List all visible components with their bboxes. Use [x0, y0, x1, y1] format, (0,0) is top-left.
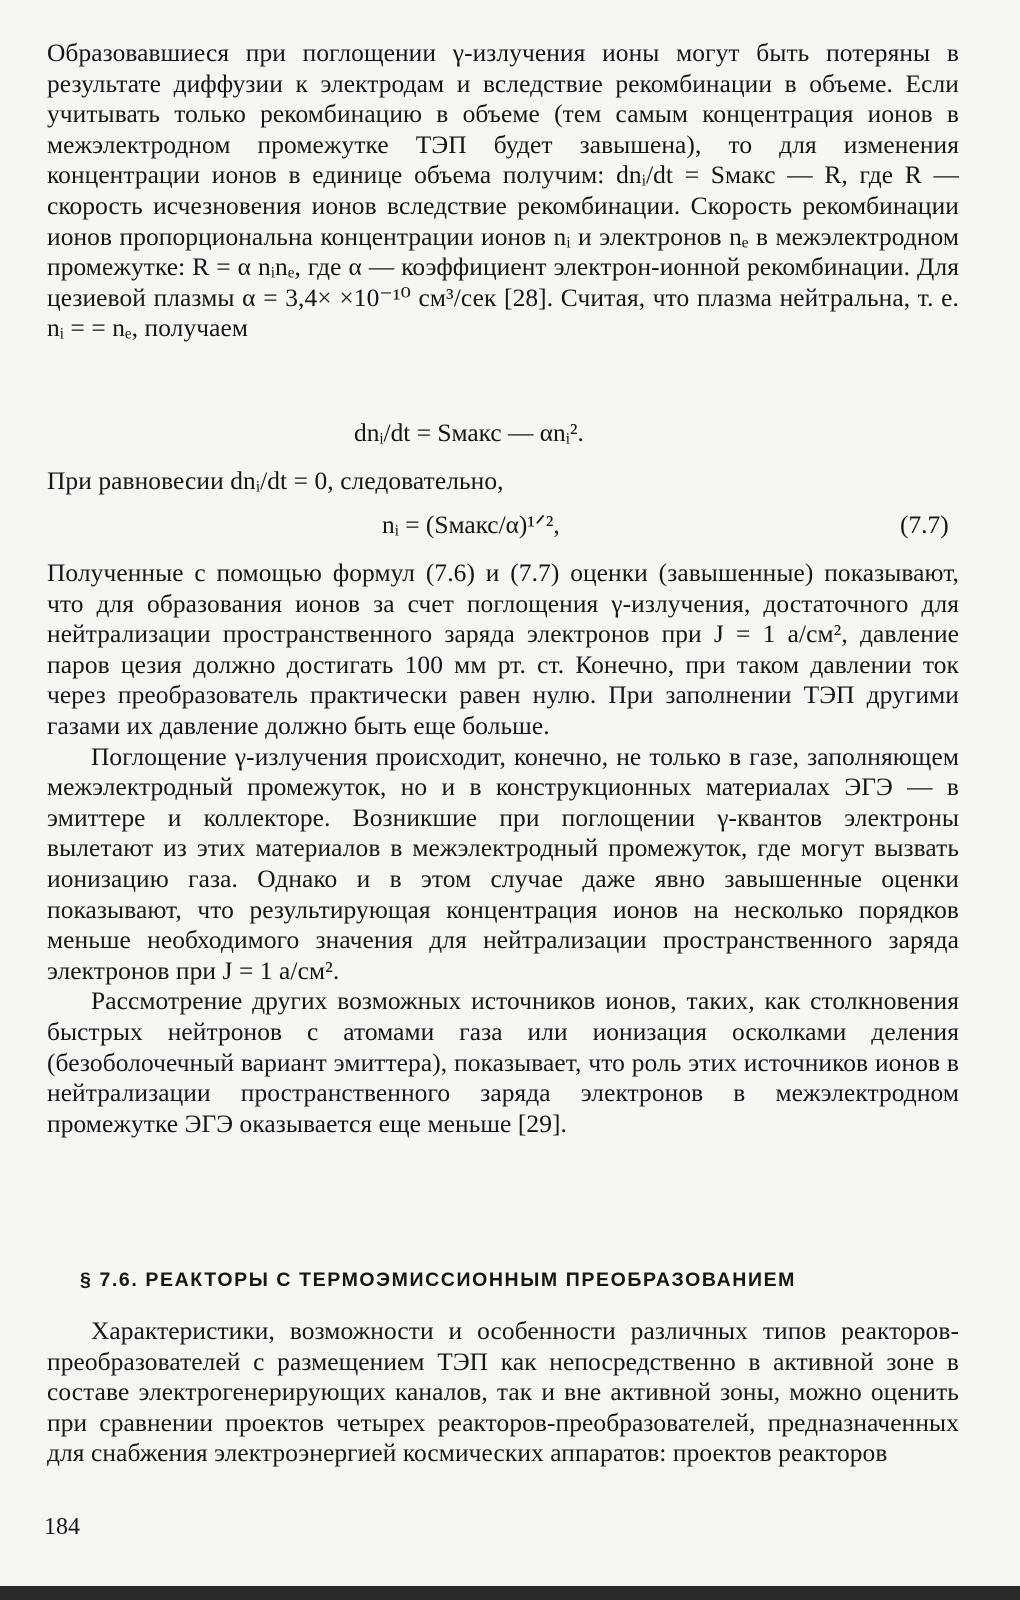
- paragraph-1: Образовавшиеся при поглощении γ-излучения ионы могут быть потеряны в результате диффузии к электродам и вследствие рекомбинации в объеме. Если учитывать только рекомбинацию в объеме (тем самым концентрация ионов в межэлектродном промежутке ТЭП будет завышена), то для изменения концентрации ионов в единице объема получим: dnᵢ/dt = Sмакс — R, где R — скорость исчезновения ионов вследствие рекомбинации. Скорость рекомбинации ионов пропорциональна концентрации ионов nᵢ и электронов nₑ в межэлектродном промежутке: R = α nᵢnₑ, где α — коэффициент электрон-ионной рекомбинации. Для цезиевой плазмы α = 3,4× ×10⁻¹⁰ см³/сек [28]. Считая, что плазма нейтральна, т. е. nᵢ = = nₑ, получаем: [47, 39, 959, 343]
- page-number: 184: [44, 1514, 80, 1540]
- equilibrium-line: При равновесии dnᵢ/dt = 0, следовательно,: [47, 467, 504, 495]
- equation-number: (7.7): [900, 511, 949, 539]
- formula-recombination: dnᵢ/dt = Sмакс — αnᵢ².: [354, 419, 584, 447]
- body-text-bottom: [47, 1316, 959, 1469]
- paragraph-3: Поглощение γ-излучения происходит, конечно, не только в газе, заполняющем межэлектродный промежуток, но и в конструкционных материалах ЭГЭ — в эмиттере и коллекторе. Возникшие при поглощении γ-квантов электроны вылетают из этих материалов в межэлектродный промежуток, где могут вызвать ионизацию газа. Однако и в этом случае даже явно завышенные оценки показывают, что результирующая концентрация ионов на несколько порядков меньше необходимого значения для нейтрализации пространственного заряда электронов при J = 1 а/см².: [47, 742, 959, 985]
- paragraph-4: Рассмотрение других возможных источников ионов, таких, как столкновения быстрых нейтронов с атомами газа или ионизация осколками деления (безоболочечный вариант эмиттера), показывает, что роль этих источников ионов в нейтрализации пространственного заряда электронов в межэлектродном промежутке ЭГЭ оказывается еще меньше [29].: [47, 987, 959, 1138]
- scan-edge-bar: [0, 1586, 1020, 1600]
- paragraph-2: Полученные с помощью формул (7.6) и (7.7) оценки (завышенные) показывают, что для образования ионов за счет поглощения γ-излучения, достаточного для нейтрализации пространственного заряда электронов при J = 1 а/см², давление паров цезия должно достигать 100 мм рт. ст. Конечно, при таком давлении ток через преобразователь практически равен нулю. При заполнении ТЭП другими газами их давление должно быть еще больше.: [47, 559, 959, 740]
- equilibrium-line-block: [47, 466, 959, 497]
- section-heading: § 7.6. РЕАКТОРЫ С ТЕРМОЭМИССИОННЫМ ПРЕОБРАЗОВАНИЕМ: [80, 1269, 797, 1291]
- paragraph-5: Характеристики, возможности и особенности различных типов реакторов-преобразователей с размещением ТЭП как непосредственно в активной зоне в составе электрогенерирующих каналов, так и вне активной зоны, можно оценить при сравнении проектов четырех реакторов-преобразователей, предназначенных для снабжения электроэнергией космических аппаратов: проектов реакторов: [47, 1317, 959, 1468]
- body-text-middle: [47, 558, 959, 1139]
- formula-7-7: nᵢ = (Sмакс/α)¹ᐟ²,: [382, 511, 560, 539]
- body-text-top: [47, 38, 959, 344]
